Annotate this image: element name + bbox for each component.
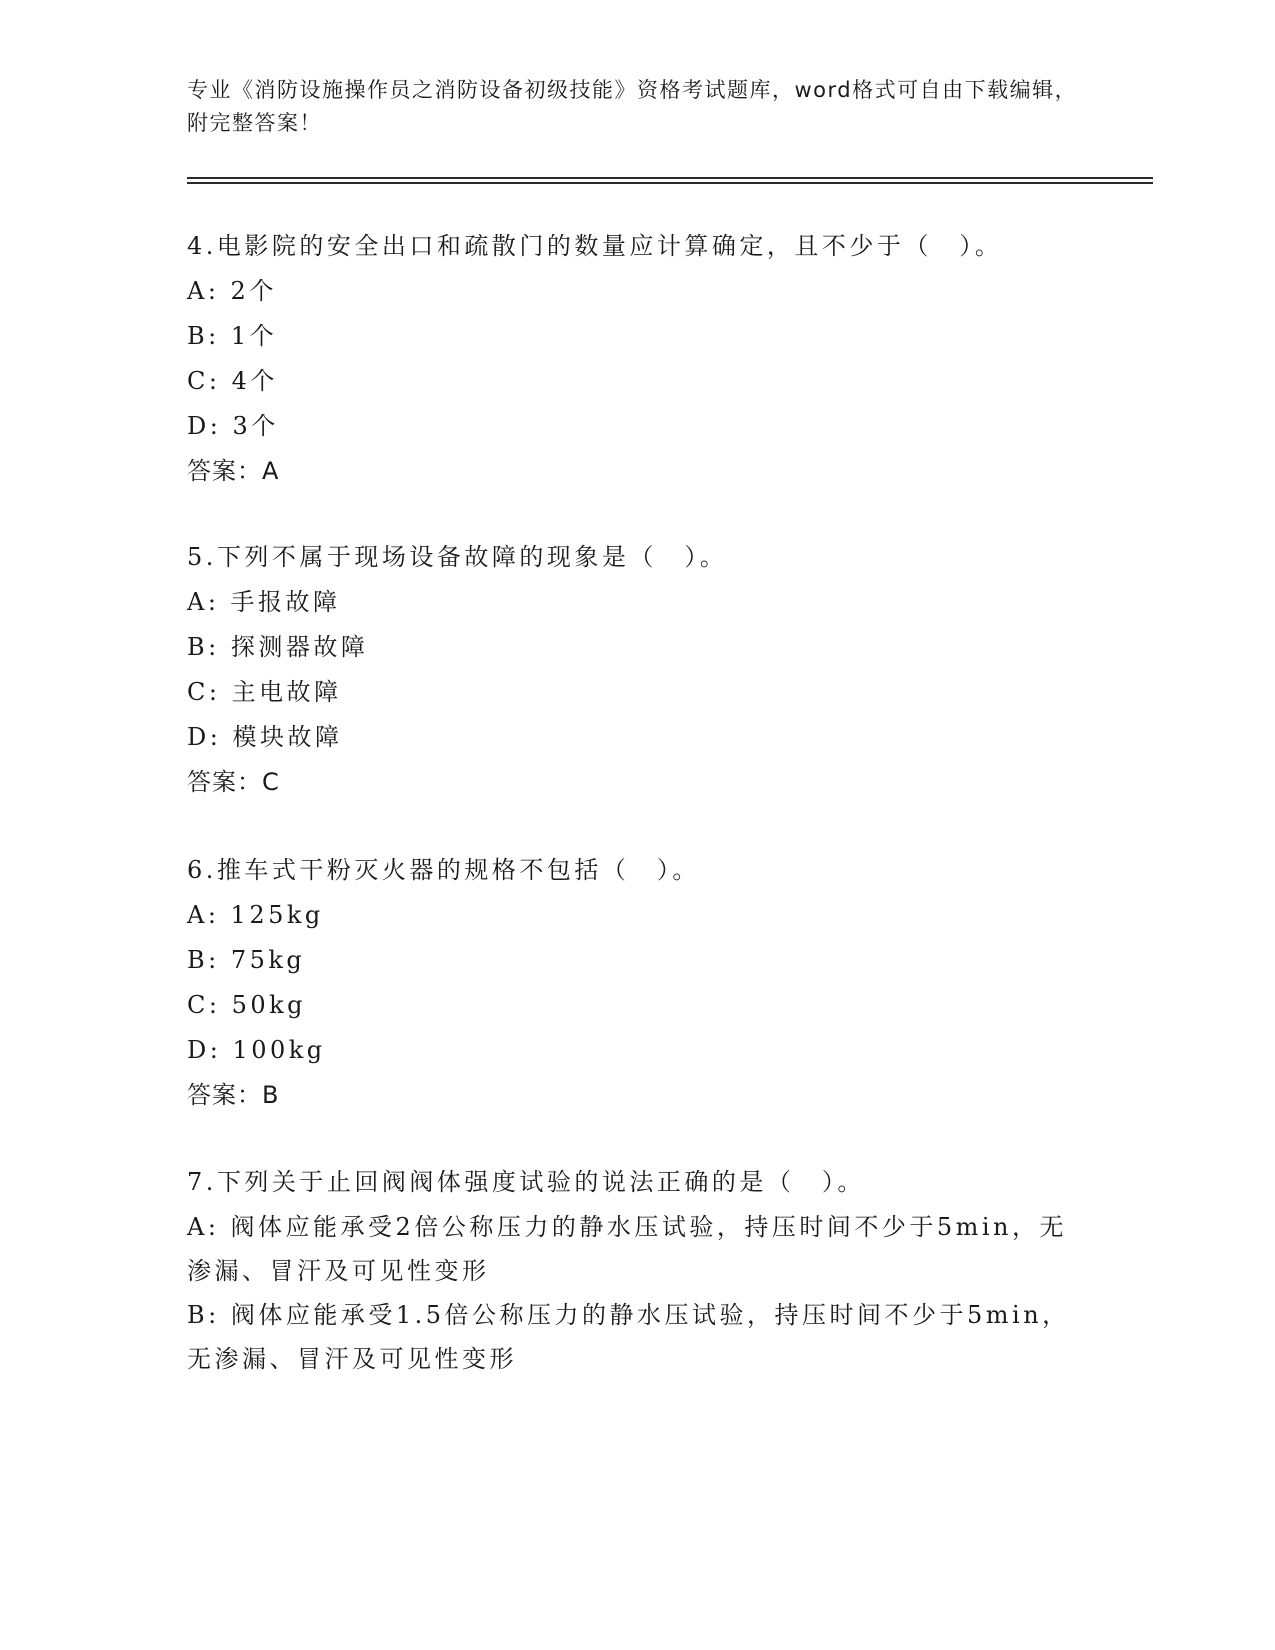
answer: 答案：B — [187, 1081, 280, 1109]
answer: 答案：C — [187, 768, 280, 796]
answer: 答案：A — [187, 457, 280, 485]
option-d: D: 100kg — [187, 1036, 326, 1064]
question-6 — [187, 848, 1087, 1118]
question-stem: 5.下列不属于现场设备故障的现象是（ ）。 — [187, 543, 728, 571]
header-divider — [187, 177, 1153, 179]
option-c: C: 主电故障 — [187, 678, 342, 706]
option-d: D: 3个 — [187, 412, 279, 440]
header-divider — [187, 182, 1153, 184]
question-5 — [187, 535, 1087, 805]
document-header: 专业《消防设施操作员之消防设备初级技能》资格考试题库，word格式可自由下载编辑，附完整答案！ — [187, 78, 1078, 135]
option-a: A: 125kg — [187, 901, 324, 929]
option-b: B: 1个 — [187, 322, 278, 350]
option-a: A: 阀体应能承受2倍公称压力的静水压试验，持压时间不少于5min，无渗漏、冒汗及可见性变形 — [187, 1213, 1067, 1285]
option-b: B: 阀体应能承受1.5倍公称压力的静水压试验，持压时间不少于5min，无渗漏、冒汗及可见性变形 — [187, 1301, 1070, 1373]
option-c: C: 4个 — [187, 367, 278, 395]
question-4 — [187, 224, 1087, 494]
option-a: A: 手报故障 — [187, 588, 341, 616]
option-b: B: 75kg — [187, 946, 306, 974]
option-a: A: 2个 — [187, 277, 277, 305]
option-b: B: 探测器故障 — [187, 633, 369, 661]
question-stem: 4.电影院的安全出口和疏散门的数量应计算确定，且不少于（ ）。 — [187, 232, 1003, 260]
question-stem: 7.下列关于止回阀阀体强度试验的说法正确的是（ ）。 — [187, 1168, 865, 1196]
question-stem: 6.推车式干粉灭火器的规格不包括（ ）。 — [187, 856, 700, 884]
option-c: C: 50kg — [187, 991, 307, 1019]
question-7 — [187, 1160, 1087, 1381]
option-d: D: 模块故障 — [187, 723, 343, 751]
